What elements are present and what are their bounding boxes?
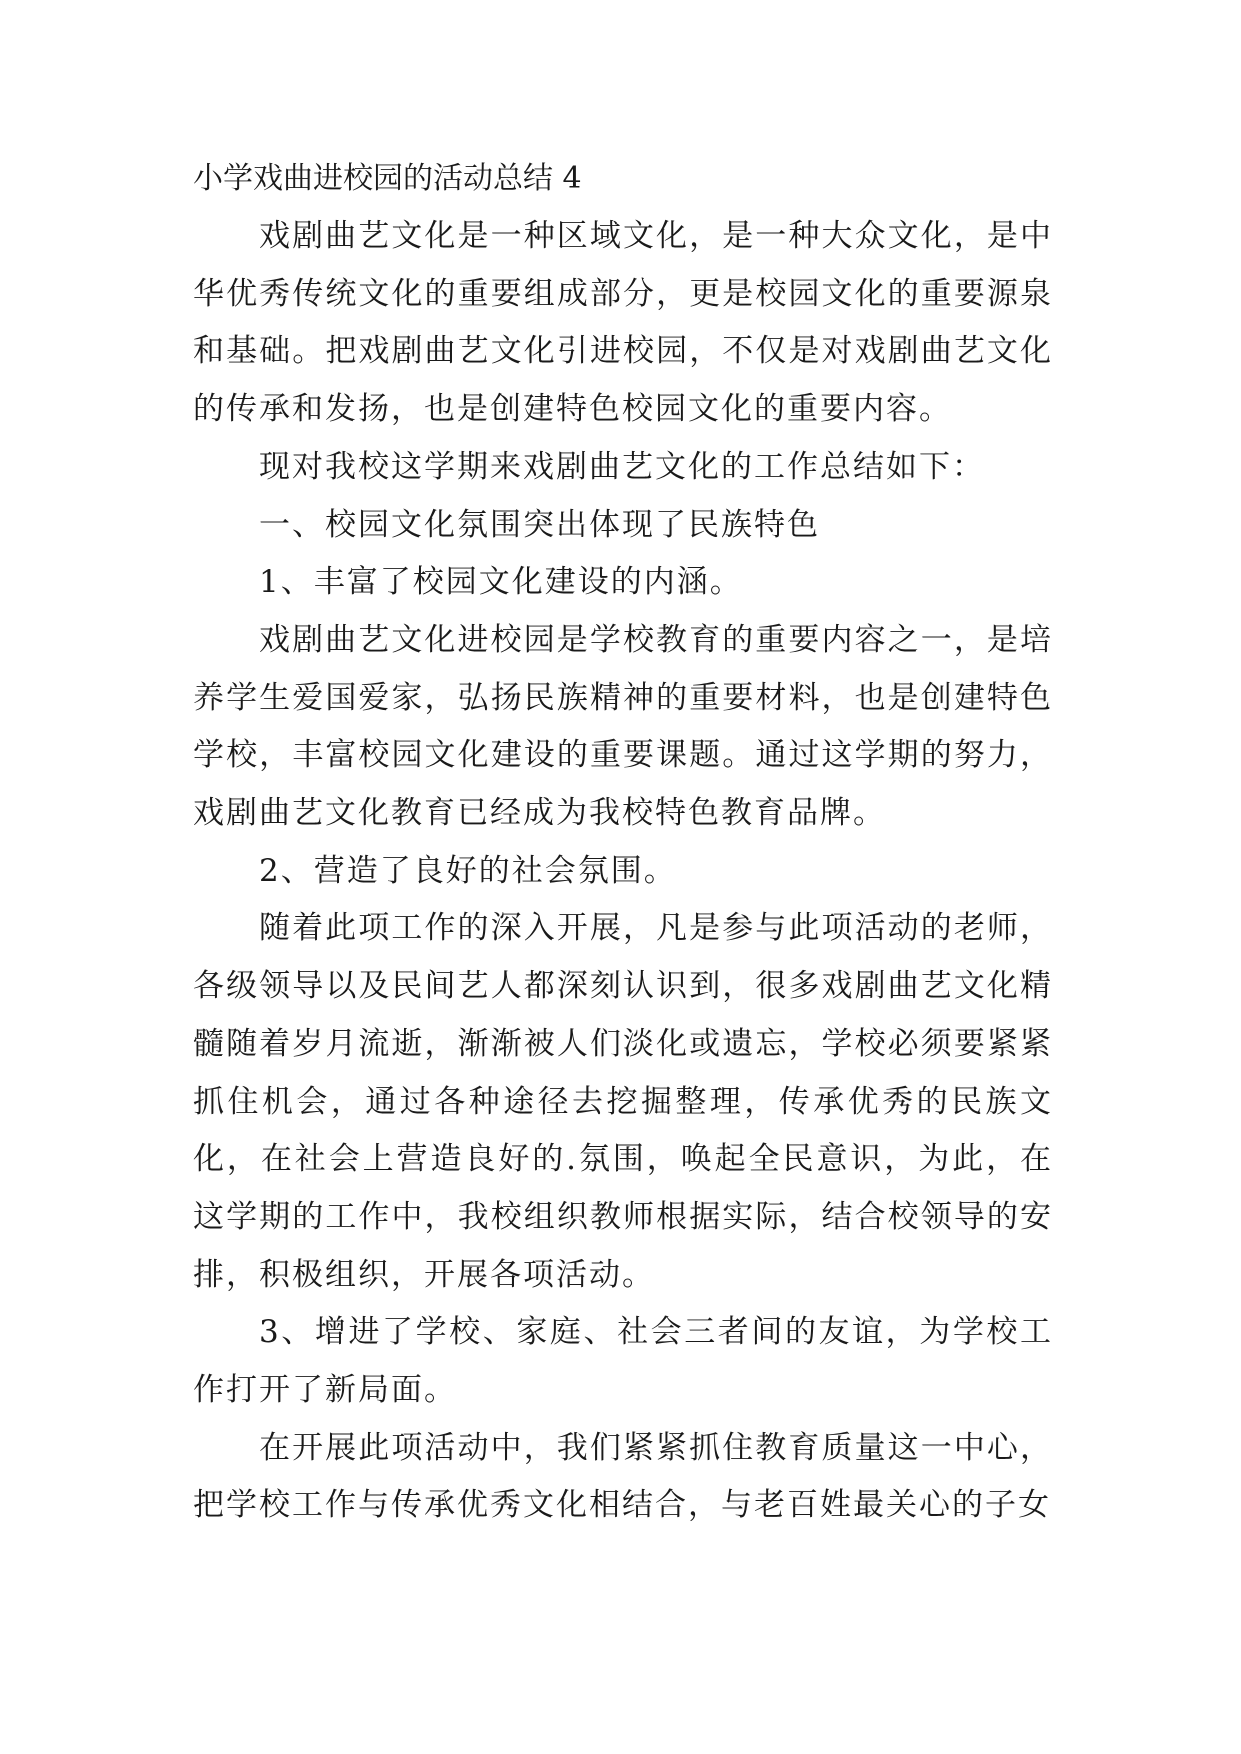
section-heading-1: 一、校园文化氛围突出体现了民族特色 bbox=[259, 506, 820, 543]
paragraph-1: 戏剧曲艺文化进校园是学校教育的重要内容之一，是培养学生爱国爱家，弘扬民族精神的重要材料，也是创建特色学校，丰富校园文化建设的重要课题。通过这学期的努力，戏剧曲艺文化教育已经成为我校特色教育品牌。 bbox=[193, 621, 1053, 832]
subheading-3: 3、增进了学校、家庭、社会三者间的友谊，为学校工作打开了新局面。 bbox=[193, 1314, 1053, 1409]
paragraph-2: 随着此项工作的深入开展，凡是参与此项活动的老师，各级领导以及民间艺人都深刻认识到，很多戏剧曲艺文化精髓随着岁月流逝，渐渐被人们淡化或遗忘，学校必须要紧紧抓住机会，通过各种途径去挖掘整理，传承优秀的民族文化，在社会上营造良好的.氛围，唤起全民意识，为此，在这学期的工作中，我校组织教师根据实际，结合校领导的安排，积极组织，开展各项活动。 bbox=[193, 910, 1053, 1293]
document-title: 小学戏曲进校园的活动总结 4 bbox=[193, 161, 582, 196]
subheading-2: 2、营造了良好的社会氛围。 bbox=[259, 852, 677, 889]
subheading-1: 1、丰富了校园文化建设的内涵。 bbox=[259, 564, 743, 601]
document-page bbox=[193, 150, 1053, 1535]
paragraph-3: 在开展此项活动中，我们紧紧抓住教育质量这一中心，把学校工作与传承优秀文化相结合，与老百姓最关心的子女 bbox=[193, 1429, 1053, 1524]
paragraph-summary-lead: 现对我校这学期来戏剧曲艺文化的工作总结如下： bbox=[259, 448, 985, 485]
paragraph-intro: 戏剧曲艺文化是一种区域文化，是一种大众文化，是中华优秀传统文化的重要组成部分，更是校园文化的重要源泉和基础。把戏剧曲艺文化引进校园，不仅是对戏剧曲艺文化的传承和发扬，也是创建特色校园文化的重要内容。 bbox=[193, 218, 1053, 428]
